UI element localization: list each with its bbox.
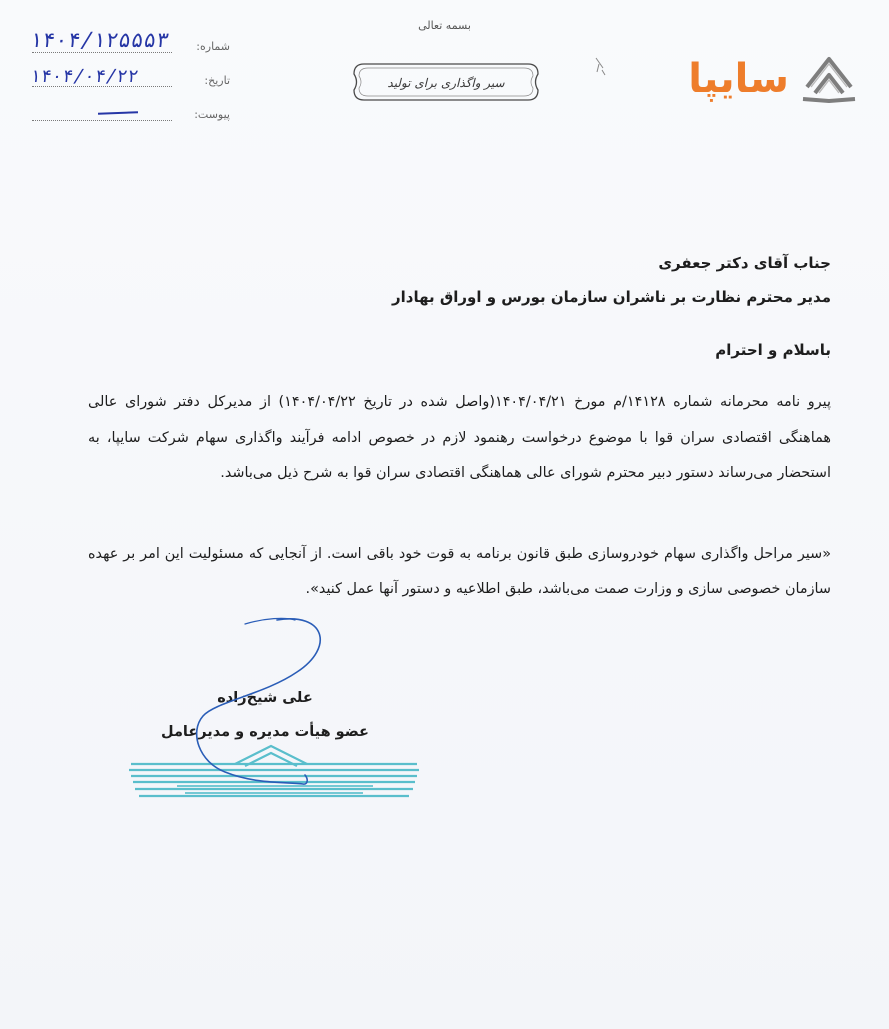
saipa-brand bbox=[644, 44, 859, 114]
brand-name: سایپا bbox=[688, 56, 789, 102]
signatory-name: علی شیخ‌زاده bbox=[217, 690, 313, 706]
attachment-dotted-line bbox=[32, 120, 172, 121]
date-label: تاریخ: bbox=[204, 74, 230, 87]
pen-tick-mark bbox=[593, 55, 607, 77]
signatory-title: عضو هیأت مدیره و مدیرعامل bbox=[161, 724, 369, 740]
number-row bbox=[30, 30, 230, 64]
saipa-logo-icon bbox=[799, 49, 859, 109]
number-label: شماره: bbox=[196, 40, 230, 53]
handwritten-signature bbox=[185, 612, 335, 792]
attachment-dash-mark bbox=[98, 111, 138, 114]
letter-meta-block bbox=[30, 30, 230, 132]
body-paragraph-2: «سیر مراحل واگذاری سهام خودروسازی طبق قانون برنامه به قوت خود باقی است. از آنجایی که مسئولیت این امر بر عهده سازمان خصوصی سازی و وزارت صمت می‌باشد، طبق اطلاعیه و دستور آنها عمل کنید». bbox=[88, 546, 831, 597]
recipient-title: مدیر محترم نظارت بر ناشران سازمان بورس و اوراق بهادار bbox=[391, 288, 831, 306]
date-value: ۱۴۰۴/۰۴/۲۲ bbox=[28, 66, 140, 87]
body-paragraph-1: پیرو نامه محرمانه شماره ۱۴۱۲۸/م مورخ ۱۴۰۴/۰۴/۲۱(واصل شده در تاریخ ۱۴۰۴/۰۴/۲۲) از مدیرکل دفتر شورای عالی هماهنگی اقتصادی سران قوا با موضوع درخواست رهنمود لازم در خصوص ادامه فرآیند واگذاری سهام شرکت سایپا، به استحضار می‌رساند دستور دبیر محترم شورای عالی هماهنگی اقتصادی سران قوا به شرح ذیل می‌باشد. bbox=[88, 394, 832, 481]
recipient-name: جناب آقای دکتر جعفری bbox=[658, 254, 831, 272]
cartouche-text: سیر واگذاری برای تولید bbox=[387, 76, 505, 90]
number-value: ۱۴۰۴/۱۲۵۵۵۳ bbox=[28, 28, 171, 52]
slogan-cartouche-logo bbox=[350, 58, 542, 106]
date-row bbox=[30, 64, 230, 98]
attachment-label: پیوست: bbox=[194, 108, 230, 121]
greeting: باسلام و احترام bbox=[715, 341, 831, 359]
attachment-row bbox=[30, 98, 230, 132]
number-dotted-line bbox=[32, 52, 172, 53]
bismillah-heading: بسمه تعالی bbox=[418, 19, 471, 32]
